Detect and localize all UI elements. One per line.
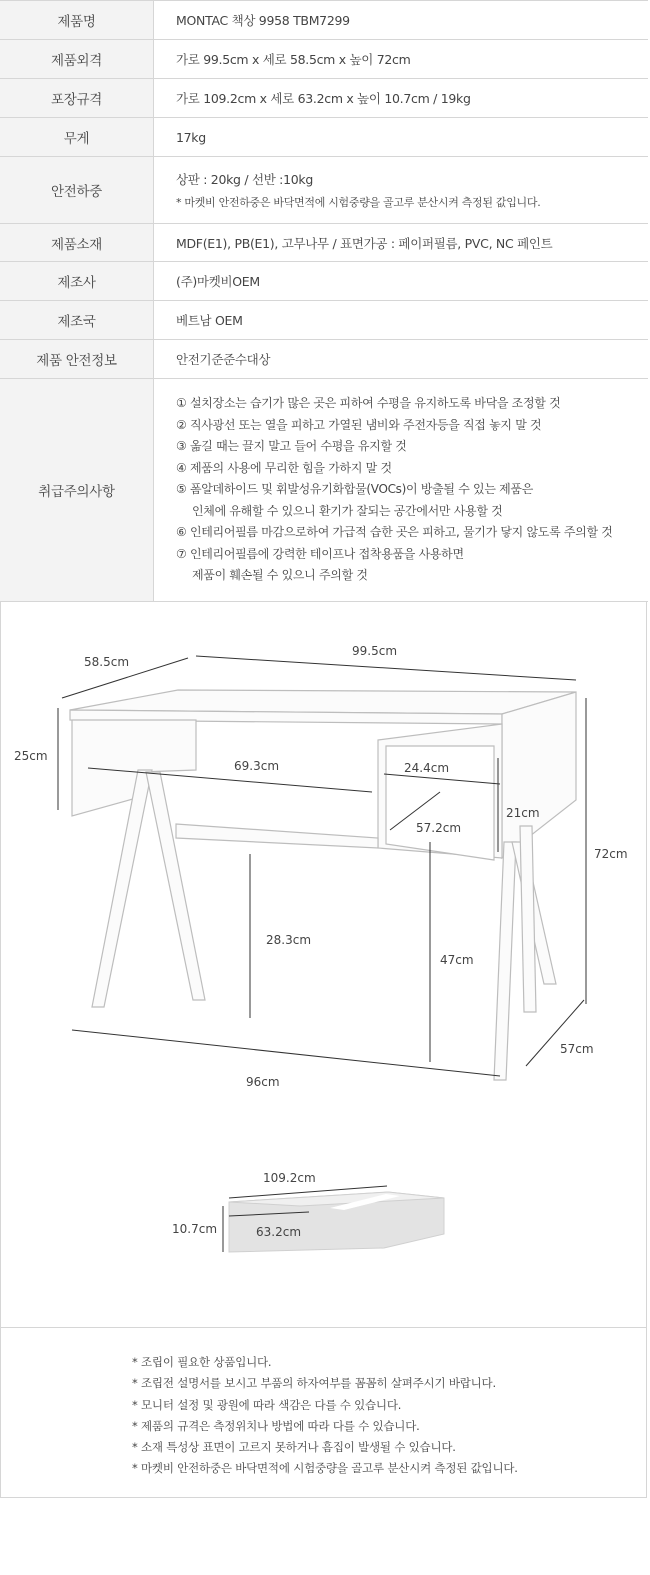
dim-package-width: 63.2cm xyxy=(256,1225,302,1239)
spec-label: 제품 안전정보 xyxy=(0,340,154,379)
caution-text-cont: 제품이 훼손될 수 있으니 주의할 것 xyxy=(192,568,368,583)
spec-label: 취급주의사항 xyxy=(0,379,154,602)
spec-row-package xyxy=(0,79,648,118)
spec-row-name xyxy=(0,1,648,40)
spec-value: 안전기준준수대상 xyxy=(154,340,649,379)
note-item: * 모니터 설정 및 광원에 따라 색감은 다를 수 있습니다. xyxy=(132,1397,402,1412)
desk-illustration xyxy=(70,690,576,1080)
dim-width-top: 99.5cm xyxy=(352,644,398,658)
caution-text: ② 직사광선 또는 열을 피하고 가열된 냄비와 주전자등을 직접 놓지 말 것 xyxy=(176,417,542,432)
spec-label: 안전하중 xyxy=(0,157,154,224)
spec-value: MDF(E1), PB(E1), 고무나무 / 표면가공 : 페이퍼필름, PVC, NC 페인트 xyxy=(154,224,649,262)
caution-item xyxy=(176,522,648,544)
desk-diagram xyxy=(0,602,647,1327)
notes-divider xyxy=(0,1327,647,1328)
spec-value: 상판 : 20kg / 선반 :10kg xyxy=(176,172,313,187)
caution-item xyxy=(176,393,648,415)
spec-label: 제품소재 xyxy=(0,224,154,262)
spec-value-cell xyxy=(154,157,649,224)
dim-base-width: 96cm xyxy=(246,1075,280,1089)
spec-note: * 마켓비 안전하중은 바닥면적에 시험중량을 골고루 분산시켜 측정된 값입니다. xyxy=(176,196,541,209)
caution-text-cont: 인체에 유해할 수 있으니 환기가 잘되는 공간에서만 사용할 것 xyxy=(192,503,503,518)
caution-cell xyxy=(154,379,649,602)
dim-apron-height: 25cm xyxy=(14,749,48,763)
dim-package-length: 109.2cm xyxy=(263,1171,316,1185)
left-leg-2 xyxy=(146,772,205,1000)
spec-value: (주)마켓비OEM xyxy=(154,262,649,301)
spec-value: 가로 99.5cm x 세로 58.5cm x 높이 72cm xyxy=(154,40,649,79)
caution-text: ① 설치장소는 습기가 많은 곳은 피하여 수평을 유지하도록 바닥을 조정할 것 xyxy=(176,396,561,411)
right-side-panel xyxy=(502,692,576,858)
dim-shelf-width: 24.4cm xyxy=(404,761,450,775)
caution-text: ④ 제품의 사용에 무리한 힘을 가하지 말 것 xyxy=(176,460,392,475)
caution-text: ⑥ 인테리어필름 마감으로하여 가급적 습한 곳은 피하고, 물기가 닿지 않도록 주의할 것 xyxy=(176,525,613,540)
spec-row-caution xyxy=(0,379,648,602)
spec-label: 제조국 xyxy=(0,301,154,340)
right-leg-1 xyxy=(494,842,516,1080)
dim-leg-height: 47cm xyxy=(440,953,474,967)
spec-row-weight xyxy=(0,118,648,157)
spec-row-maker xyxy=(0,262,648,301)
note-item: * 제품의 규격은 측정위치나 방법에 따라 다를 수 있습니다. xyxy=(132,1418,420,1433)
caution-item xyxy=(176,458,648,480)
caution-text: ⑦ 인테리어필름에 강력한 테이프나 접착용품을 사용하면 xyxy=(176,546,464,561)
spec-label: 무게 xyxy=(0,118,154,157)
spec-label: 포장규격 xyxy=(0,79,154,118)
dim-shelf-height: 21cm xyxy=(506,806,540,820)
note-item: * 마켓비 안전하중은 바닥면적에 시험중량을 골고루 분산시켜 측정된 값입니다. xyxy=(132,1461,518,1476)
note-item: * 조립이 필요한 상품입니다. xyxy=(132,1355,272,1369)
note-item: * 소재 특성상 표면이 고르지 못하거나 흠집이 발생될 수 있습니다. xyxy=(132,1440,456,1455)
dim-total-height: 72cm xyxy=(594,847,628,861)
dim-base-depth: 57cm xyxy=(560,1042,594,1056)
spec-value: 베트남 OEM xyxy=(154,301,649,340)
stretcher-bar xyxy=(176,824,378,848)
dim-package-height: 10.7cm xyxy=(172,1222,218,1236)
spec-label: 제조사 xyxy=(0,262,154,301)
caution-item xyxy=(176,544,648,587)
caution-list xyxy=(176,393,648,587)
spec-row-load xyxy=(0,157,648,224)
notes-list xyxy=(132,1352,518,1480)
dim-depth-top: 58.5cm xyxy=(84,655,130,669)
caution-item xyxy=(176,415,648,437)
spec-row-safety xyxy=(0,340,648,379)
caution-text: ③ 옮길 때는 끌지 말고 들어 수평을 유지할 것 xyxy=(176,439,407,454)
spec-row-size xyxy=(0,40,648,79)
right-leg-3 xyxy=(520,826,536,1012)
package-box xyxy=(172,1171,444,1252)
spec-row-material xyxy=(0,224,648,262)
caution-item xyxy=(176,436,648,458)
spec-value: MONTAC 책상 9958 TBM7299 xyxy=(154,1,649,40)
spec-value: 가로 109.2cm x 세로 63.2cm x 높이 10.7cm / 19kg xyxy=(154,79,649,118)
spec-label: 제품명 xyxy=(0,1,154,40)
dim-shelf-depth: 57.2cm xyxy=(416,821,462,835)
dim-stretcher-height: 28.3cm xyxy=(266,933,312,947)
note-item: * 조립전 설명서를 보시고 부품의 하자여부를 꼼꼼히 살펴주시기 바랍니다. xyxy=(132,1376,496,1391)
caution-item xyxy=(176,479,648,522)
spec-row-origin xyxy=(0,301,648,340)
spec-label: 제품외격 xyxy=(0,40,154,79)
spec-value: 17kg xyxy=(154,118,649,157)
spec-table xyxy=(0,0,648,602)
caution-text: ⑤ 폼알데하이드 및 휘발성유기화합물(VOCs)이 방출될 수 있는 제품은 xyxy=(176,482,533,497)
dim-inner-width: 69.3cm xyxy=(234,759,280,773)
